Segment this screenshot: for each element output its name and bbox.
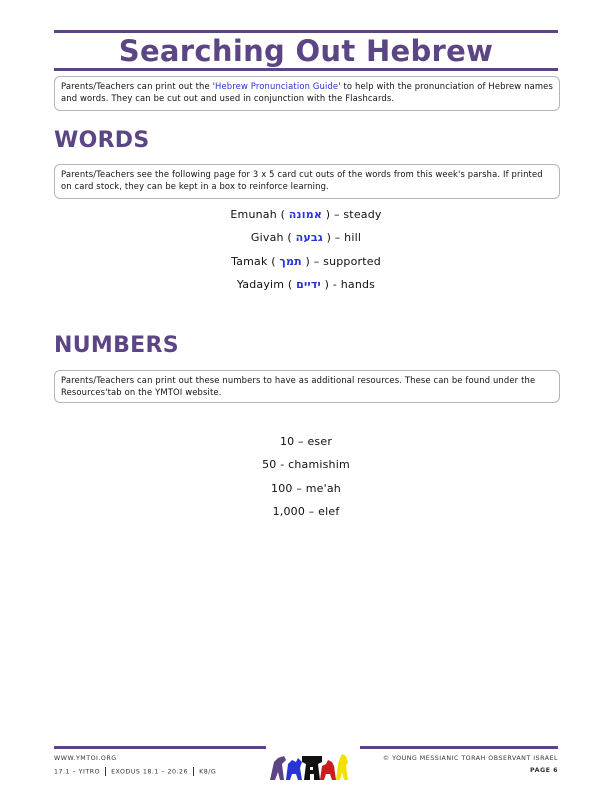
word-transliteration: Emunah xyxy=(230,208,277,221)
words-note-text: Parents/Teachers see the following page for 3 x 5 card cut outs of the words from this week's parsha. If printed on card stock, they can be kept in a box to reinforce learning. xyxy=(61,169,543,191)
number-item: 10 – eser xyxy=(279,435,333,448)
intro-note-text-after: ' to help with the pronunciation of Hebrew names and words. They can be cut out and used in conjunction with the Flashcards. xyxy=(61,81,553,103)
word-item: Emunah ( אמונה ) – steady xyxy=(230,208,382,221)
footer-rule-left xyxy=(54,746,266,749)
numbers-note-box xyxy=(54,370,560,403)
word-item: Givah ( גבעה ) – hill xyxy=(250,231,362,245)
number-word: me'ah xyxy=(305,481,341,495)
number-word: eser xyxy=(307,435,333,448)
numbers-note-text: Parents/Teachers can print out these numbers to have as additional resources. These can be found under the Resources'tab on the YMTOI website. xyxy=(61,375,536,397)
number-value: 10 xyxy=(279,435,295,448)
words-note-box xyxy=(54,164,560,199)
word-hebrew: אמונה xyxy=(288,208,323,221)
number-word: elef xyxy=(318,504,340,518)
number-item: 50 - chamishim xyxy=(262,458,350,472)
footer-divider xyxy=(105,767,106,776)
number-value: 100 xyxy=(271,481,293,495)
numbers-heading: NUMBERS xyxy=(54,333,179,358)
footer-lesson-info xyxy=(54,767,216,776)
footer-rule-right xyxy=(360,746,558,749)
word-transliteration: Yadayim xyxy=(236,277,285,291)
word-hebrew: תמך xyxy=(279,254,302,268)
intro-note-text-before: Parents/Teachers can print out the ' xyxy=(61,81,216,91)
word-hebrew: ידיים xyxy=(296,277,321,291)
word-meaning: hill xyxy=(344,231,362,245)
footer-website[interactable]: WWW.YMTOI.ORG xyxy=(54,755,117,762)
page-title: Searching Out Hebrew xyxy=(118,34,494,68)
word-item: Yadayim ( ידיים ) - hands xyxy=(236,277,376,291)
word-item: Tamak ( תמך ) – supported xyxy=(231,254,381,268)
word-transliteration: Givah xyxy=(250,231,284,245)
word-meaning: steady xyxy=(343,208,382,221)
words-heading: WORDS xyxy=(54,128,150,153)
numbers-list xyxy=(0,430,612,523)
footer-level: K8/G xyxy=(199,768,217,776)
word-hebrew: גבעה xyxy=(295,231,323,245)
number-value: 1,000 xyxy=(272,504,306,518)
footer-page-number: PAGE 6 xyxy=(530,767,558,774)
word-transliteration: Tamak xyxy=(231,254,268,268)
intro-note-box xyxy=(54,76,560,111)
pronunciation-guide-link[interactable]: Hebrew Pronunciation Guide xyxy=(215,81,339,91)
footer-lesson: 17.1 – YITRO xyxy=(54,768,101,776)
word-meaning: supported xyxy=(323,254,381,268)
footer-divider xyxy=(193,767,194,776)
number-item: 100 – me'ah xyxy=(271,481,341,495)
number-value: 50 xyxy=(262,458,277,472)
number-item: 1,000 – elef xyxy=(272,504,340,518)
footer-reference: EXODUS 18.1 – 20.26 xyxy=(111,768,189,776)
ymtoi-logo-icon xyxy=(268,752,352,782)
words-list xyxy=(0,203,612,296)
number-word: chamishim xyxy=(288,458,350,472)
word-meaning: hands xyxy=(340,277,376,291)
footer-copyright: © YOUNG MESSIANIC TORAH OBSERVANT ISRAEL xyxy=(382,755,558,762)
header-bottom-rule xyxy=(54,68,558,71)
